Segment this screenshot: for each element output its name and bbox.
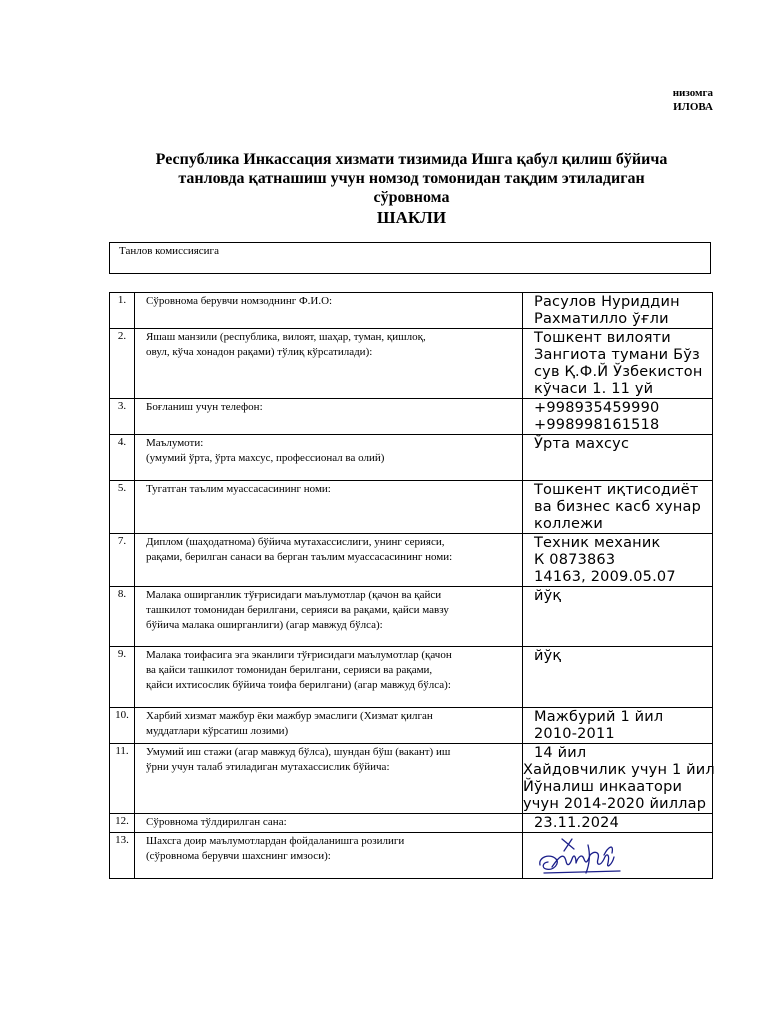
- row-number: 9.: [110, 647, 135, 708]
- table-row: [110, 293, 713, 329]
- row-question: [135, 647, 523, 708]
- question-line: қайси ихтисослик бўйича тоифа берилгани) (агар мавжуд бўлса):: [146, 679, 451, 691]
- question-line: (сўровнома берувчи шахснинг имзоси):: [146, 850, 331, 862]
- annex-line-2: ИЛОВА: [673, 101, 713, 113]
- row-question: [135, 435, 523, 481]
- row-question: [135, 744, 523, 814]
- table-row: [110, 329, 713, 399]
- question-line: Сўровнома берувчи номзоднинг Ф.И.О:: [146, 295, 333, 307]
- answer-line: Техник механик: [534, 535, 661, 551]
- answer-line: йўқ: [534, 588, 562, 604]
- row-answer: [523, 534, 713, 587]
- row-question: [135, 534, 523, 587]
- answer-line: Мажбурий 1 йил: [534, 709, 664, 725]
- answer-line: К 0873863: [534, 552, 616, 568]
- row-question: [135, 587, 523, 647]
- question-line: Харбий хизмат мажбур ёки мажбур эмаслиги (Хизмат қилган: [146, 710, 433, 722]
- answer-line: 23.11.2024: [534, 815, 620, 831]
- row-answer: [523, 293, 713, 329]
- row-answer: [523, 744, 713, 814]
- answer-line: +998998161518: [534, 417, 660, 433]
- question-line: Малака тоифасига эга эканлиги тўғрисидаги маълумотлар (қачон: [146, 649, 452, 661]
- table-row: [110, 833, 713, 879]
- row-number: 10.: [110, 708, 135, 744]
- row-question: [135, 329, 523, 399]
- title-line-2: танловда қатнашиш учун номзод томонидан тақдим этиладиган: [178, 170, 645, 187]
- answer-line: Йўналиш инкаатори: [523, 779, 683, 795]
- answer-line: йўқ: [534, 648, 562, 664]
- question-line: овул, кўча хонадон рақами) тўлиқ кўрсатилади):: [146, 346, 373, 358]
- signature-icon: [534, 835, 634, 877]
- question-line: муддатлари кўрсатиш лозими): [146, 725, 289, 737]
- document-title: [110, 150, 713, 227]
- question-line: Малака оширганлик тўғрисидаги маълумотлар (қачон ва қайси: [146, 589, 442, 601]
- row-number: 2.: [110, 329, 135, 399]
- row-number: 3.: [110, 399, 135, 435]
- row-question: [135, 814, 523, 833]
- title-line-4: ШАКЛИ: [376, 208, 447, 227]
- answer-line: ва бизнес касб хунар: [534, 499, 701, 515]
- question-line: ва қайси ташкилот томонидан берилгани, серияси ва рақами,: [146, 664, 433, 676]
- question-line: Умумий иш стажи (агар мавжуд бўлса), шундан бўш (вакант) иш: [146, 746, 451, 758]
- table-row: [110, 744, 713, 814]
- question-line: Яшаш манзили (республика, вилоят, шаҳар, туман, қишлоқ,: [146, 331, 426, 343]
- row-number: 5.: [110, 481, 135, 534]
- row-answer: [523, 399, 713, 435]
- recipient-box: [109, 242, 711, 274]
- question-line: рақами, берилган санаси ва берган таълим муассасасининг номи:: [146, 551, 453, 563]
- answer-line: Тошкент вилояти: [534, 330, 671, 346]
- row-number: 4.: [110, 435, 135, 481]
- table-row: [110, 647, 713, 708]
- answer-line: Тошкент иқтисодиёт: [534, 482, 699, 498]
- question-line: бўйича малака оширганлиги) (агар мавжуд бўлса):: [146, 619, 383, 631]
- table-row: [110, 587, 713, 647]
- row-answer: [523, 587, 713, 647]
- answer-line: Ўрта махсус: [534, 436, 630, 452]
- table-row: [110, 399, 713, 435]
- row-answer: [523, 481, 713, 534]
- row-answer: [523, 647, 713, 708]
- question-line: Диплом (шаҳодатнома) бўйича мутахассислиги, унинг серияси,: [146, 536, 445, 548]
- row-number: 1.: [110, 293, 135, 329]
- row-question: [135, 399, 523, 435]
- row-number: 12.: [110, 814, 135, 833]
- answer-line: коллежи: [534, 516, 603, 532]
- table-row: [110, 534, 713, 587]
- answer-line: учун 2014-2020 йиллар: [523, 796, 707, 812]
- row-question: [135, 481, 523, 534]
- table-row: [110, 708, 713, 744]
- row-answer: [523, 833, 713, 879]
- annex-header: [673, 86, 713, 114]
- answer-line: Рахматилло ўғли: [534, 311, 669, 327]
- table-row: [110, 481, 713, 534]
- title-line-3: сўровнома: [373, 189, 450, 206]
- row-question: [135, 293, 523, 329]
- row-question: [135, 833, 523, 879]
- answer-line: +998935459990: [534, 400, 660, 416]
- row-number: 11.: [110, 744, 135, 814]
- answer-line: 14 йил: [534, 745, 587, 761]
- row-answer: [523, 435, 713, 481]
- question-line: (умумий ўрта, ўрта махсус, профессионал ва олий): [146, 452, 385, 464]
- title-line-1: Республика Инкассация хизмати тизимида Ишга қабул қилиш бўйича: [155, 151, 668, 168]
- row-number: 13.: [110, 833, 135, 879]
- question-line: Маълумоти:: [146, 437, 204, 449]
- row-answer: [523, 814, 713, 833]
- question-line: ўрни учун талаб этиладиган мутахассислик бўйича:: [146, 761, 390, 773]
- row-question: [135, 708, 523, 744]
- answer-line: Зангиота тумани Бўз: [534, 347, 700, 363]
- recipient-label: Танлов комиссиясига: [119, 245, 219, 257]
- question-line: Тугатган таълим муассасасининг номи:: [146, 483, 331, 495]
- answer-line: Хайдовчилик учун 1 йил: [523, 762, 715, 778]
- table-row: [110, 814, 713, 833]
- row-answer: [523, 708, 713, 744]
- question-line: Шахсга доир маълумотлардан фойдаланишга розилиги: [146, 835, 405, 847]
- answer-line: кўчаси 1. 11 уй: [534, 381, 654, 397]
- answer-line: 2010-2011: [534, 726, 615, 742]
- answer-line: Расулов Нуриддин: [534, 294, 680, 310]
- row-number: 7.: [110, 534, 135, 587]
- question-line: ташкилот томонидан берилгани, серияси ва рақами, қайси мавзу: [146, 604, 449, 616]
- answer-line: сув Қ.Ф.Й Ўзбекистон: [534, 364, 703, 380]
- question-line: Боғланиш учун телефон:: [146, 401, 263, 413]
- table-row: [110, 435, 713, 481]
- questionnaire-table: [109, 292, 713, 879]
- annex-line-1: низомга: [672, 87, 713, 99]
- row-number: 8.: [110, 587, 135, 647]
- row-answer: [523, 329, 713, 399]
- answer-line: 14163, 2009.05.07: [534, 569, 676, 585]
- question-line: Сўровнома тўлдирилган сана:: [146, 816, 287, 828]
